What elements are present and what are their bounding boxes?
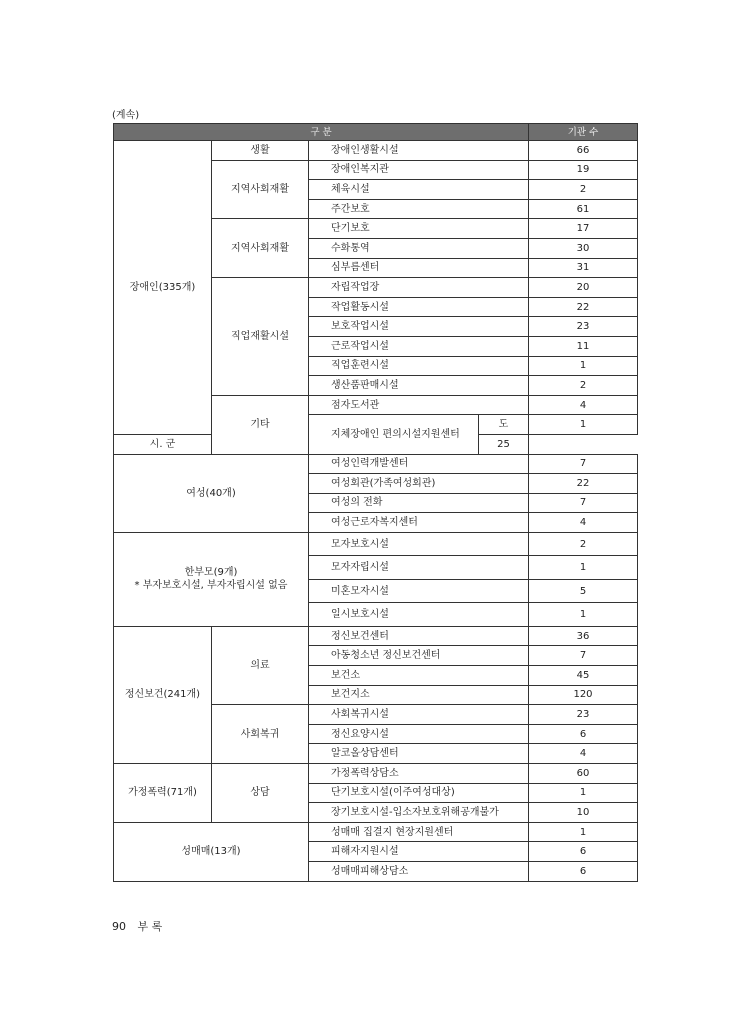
facility-name: 사회복귀시설	[309, 705, 529, 725]
facility-count: 6	[529, 842, 638, 862]
facility-name: 장애인복지관	[309, 160, 529, 180]
facility-name: 체육시설	[309, 180, 529, 200]
facility-count: 36	[529, 626, 638, 646]
facility-count: 5	[529, 579, 638, 603]
facility-count: 6	[529, 862, 638, 882]
page-number: 90	[112, 920, 126, 933]
facility-count: 22	[529, 474, 638, 494]
facility-name: 모자보호시설	[309, 532, 529, 556]
facility-count: 31	[529, 258, 638, 278]
subgroup-label-vocational: 직업재활시설	[212, 278, 309, 396]
group-label-prostitution: 성매매(13개)	[114, 822, 309, 881]
facility-count: 10	[529, 803, 638, 823]
facility-name: 장애인생활시설	[309, 141, 529, 161]
facility-name: 보건지소	[309, 685, 529, 705]
facility-name: 성매매 집결지 현장지원센터	[309, 822, 529, 842]
facility-name: 가정폭력상담소	[309, 764, 529, 784]
facility-count: 6	[529, 724, 638, 744]
facility-name: 직업훈련시설	[309, 356, 529, 376]
facility-name: 여성의 전화	[309, 493, 529, 513]
facility-count: 7	[529, 646, 638, 666]
facility-count: 7	[529, 454, 638, 474]
section-label: 부 록	[137, 920, 163, 933]
table-row	[114, 764, 638, 784]
facility-name: 단기보호	[309, 219, 529, 239]
facility-count: 17	[529, 219, 638, 239]
facility-count: 1	[529, 603, 638, 627]
facility-name: 보건소	[309, 666, 529, 686]
group-note: * 부자보호시설, 부자자립시설 없음	[134, 580, 288, 592]
facility-count: 4	[529, 513, 638, 533]
group-label-women: 여성(40개)	[114, 454, 309, 532]
facility-count: 20	[529, 278, 638, 298]
subgroup-label-medical: 의료	[212, 626, 309, 704]
subgroup-label-community: 지역사회재활	[212, 160, 309, 219]
continued-label: (계속)	[112, 110, 140, 121]
facility-name: 보호작업시설	[309, 317, 529, 337]
facility-count: 45	[529, 666, 638, 686]
facility-count: 2	[529, 532, 638, 556]
table-row	[114, 822, 638, 842]
subgroup-label-rehab: 사회복귀	[212, 705, 309, 764]
facility-name: 모자자립시설	[309, 556, 529, 580]
subgroup-label-living: 생활	[212, 141, 309, 161]
facility-count: 1	[529, 556, 638, 580]
facility-count: 19	[529, 160, 638, 180]
facility-count: 23	[529, 705, 638, 725]
facility-name: 단기보호시설(이주여성대상)	[309, 783, 529, 803]
region-label-province: 도	[479, 415, 529, 435]
table-row	[114, 141, 638, 161]
facility-count: 4	[529, 744, 638, 764]
facility-name: 정신보건센터	[309, 626, 529, 646]
facility-count: 60	[529, 764, 638, 784]
facility-count: 2	[529, 376, 638, 396]
group-label-single-parent	[114, 532, 309, 626]
facility-name: 피해자지원시설	[309, 842, 529, 862]
group-label-text: 한부모(9개)	[184, 567, 238, 579]
facility-count: 66	[529, 141, 638, 161]
table-header-row	[114, 124, 638, 141]
facility-count: 25	[479, 434, 529, 454]
facility-table	[113, 123, 638, 882]
facility-count: 1	[529, 783, 638, 803]
facility-name: 생산품판매시설	[309, 376, 529, 396]
facility-name: 자립작업장	[309, 278, 529, 298]
header-count: 기관 수	[529, 124, 638, 141]
subgroup-label-other: 기타	[212, 395, 309, 454]
facility-name: 미혼모자시설	[309, 579, 529, 603]
facility-name: 아동청소년 정신보건센터	[309, 646, 529, 666]
facility-name: 여성회관(가족여성회관)	[309, 474, 529, 494]
group-label-disabled: 장애인(335개)	[114, 141, 212, 435]
facility-count: 22	[529, 297, 638, 317]
facility-count: 7	[529, 493, 638, 513]
page-footer	[112, 918, 170, 934]
facility-name: 점자도서관	[309, 395, 529, 415]
region-label-city: 시. 군	[114, 434, 212, 454]
facility-name: 여성인력개발센터	[309, 454, 529, 474]
header-category: 구 분	[114, 124, 529, 141]
facility-name: 근로작업시설	[309, 336, 529, 356]
facility-count: 11	[529, 336, 638, 356]
facility-count: 4	[529, 395, 638, 415]
table-row	[114, 454, 638, 474]
facility-count: 1	[529, 415, 638, 435]
facility-name: 장기보호시설-입소자보호위해공개불가	[309, 803, 529, 823]
facility-count: 23	[529, 317, 638, 337]
facility-name: 알코올상담센터	[309, 744, 529, 764]
facility-count: 1	[529, 822, 638, 842]
subgroup-label-community: 지역사회재활	[212, 219, 309, 278]
facility-count: 2	[529, 180, 638, 200]
facility-count: 120	[529, 685, 638, 705]
group-label-domestic-violence: 가정폭력(71개)	[114, 764, 212, 823]
facility-name: 정신요양시설	[309, 724, 529, 744]
facility-count: 30	[529, 238, 638, 258]
group-label-mental-health: 정신보건(241개)	[114, 626, 212, 763]
facility-name: 심부름센터	[309, 258, 529, 278]
table-row	[114, 626, 638, 646]
facility-name: 일시보호시설	[309, 603, 529, 627]
facility-name: 주간보호	[309, 199, 529, 219]
facility-count: 1	[529, 356, 638, 376]
facility-name: 성매매피해상담소	[309, 862, 529, 882]
facility-name: 여성근로자복지센터	[309, 513, 529, 533]
facility-count: 61	[529, 199, 638, 219]
facility-name: 수화통역	[309, 238, 529, 258]
facility-name: 지체장애인 편의시설지원센터	[309, 415, 479, 454]
subgroup-label-counsel: 상담	[212, 764, 309, 823]
facility-name: 작업활동시설	[309, 297, 529, 317]
table-row	[114, 532, 638, 556]
